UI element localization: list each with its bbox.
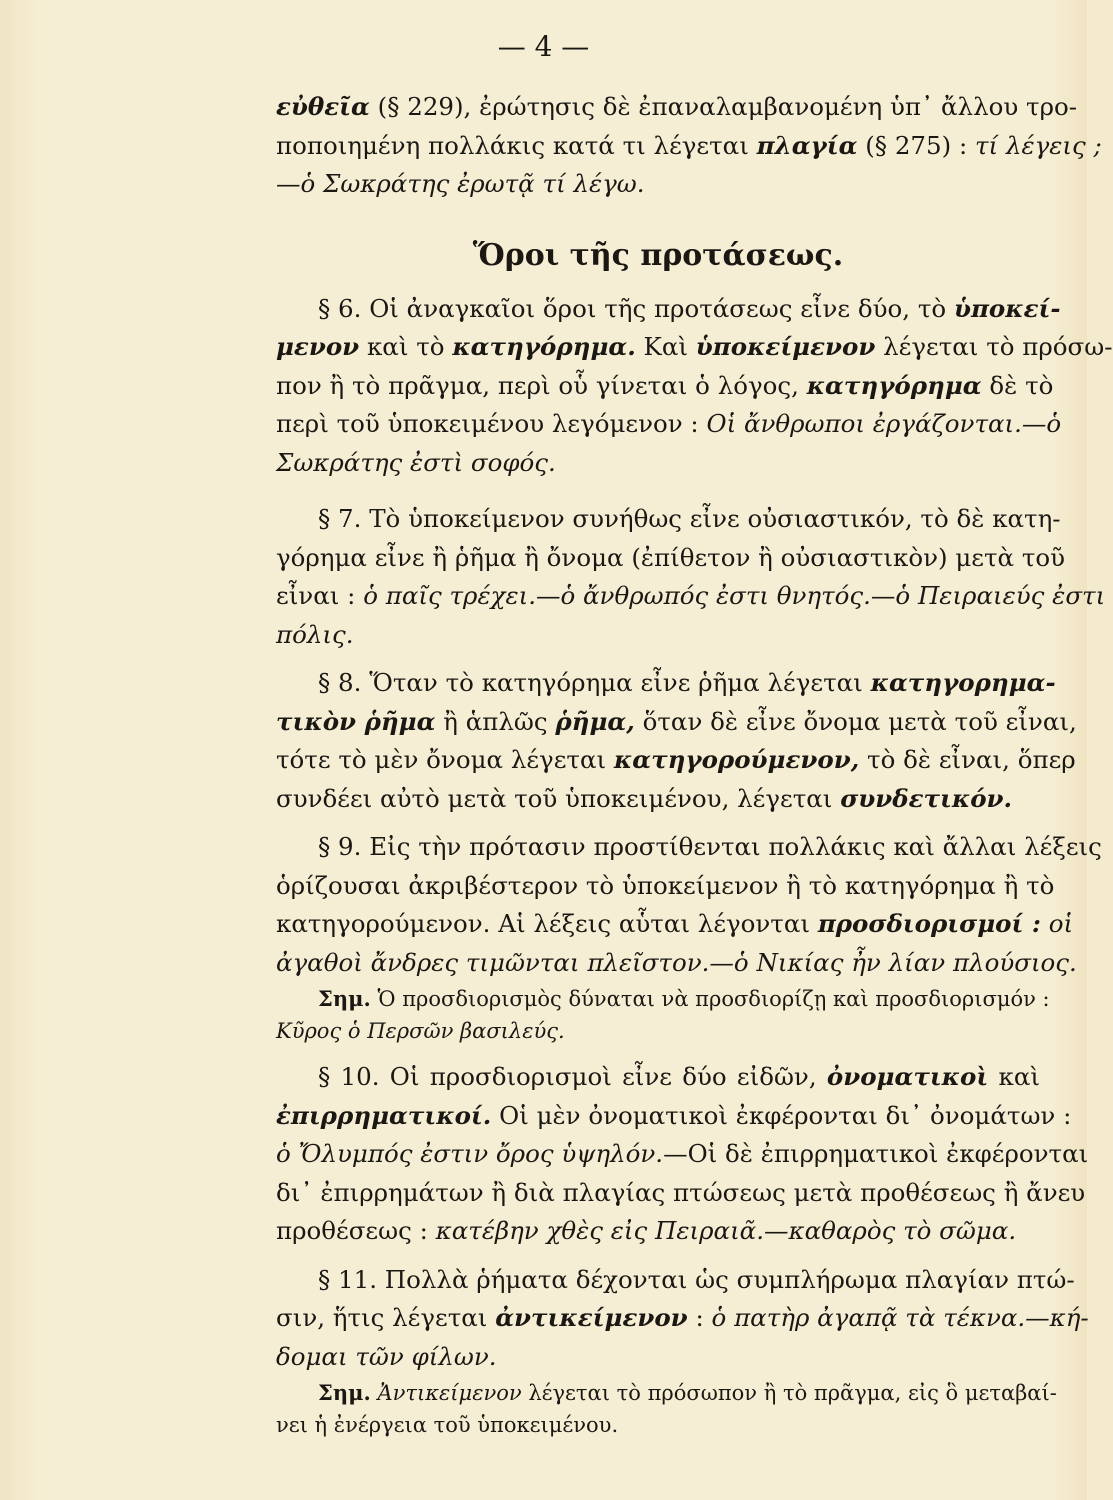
- term: τικὸν ῥῆμα: [276, 706, 436, 736]
- note-label: Σημ.: [318, 1380, 371, 1405]
- example: Οἱ ἄνθρωποι ἐργάζονται.—ὁ: [706, 409, 1062, 438]
- text-line: εὐθεῖα (§ 229), ἐρώτησις δὲ ἐπαναλαμβανομένη ὑπ᾿ ἄλλου τρο-: [276, 92, 1078, 121]
- term: μενον: [276, 332, 360, 361]
- text-line: κατηγορούμενον. Αἱ λέξεις αὗται λέγονται προσδιορισμοί : οἱ: [276, 909, 1074, 938]
- text-line: προθέσεως : κατέβην χθὲς εἰς Πειραιᾶ.—καθαρὸς τὸ σῶμα.: [276, 1216, 1017, 1245]
- paragraph-6: [276, 290, 1113, 483]
- note-1: [276, 982, 1050, 1048]
- term: εὐθεῖα: [276, 92, 370, 121]
- example: ἀγαθοὶ ἄνδρες τιμῶνται πλεῖστον.—ὁ Νικίας ἦν λίαν πλούσιος.: [276, 947, 1077, 977]
- term: συνδετικόν.: [840, 783, 1013, 813]
- text-line: πον ἢ τὸ πρᾶγμα, περὶ οὗ γίνεται ὁ λόγος, κατηγόρημα δὲ τὸ: [276, 370, 1054, 400]
- paragraph-7: [276, 500, 1106, 654]
- text-line: ὁρίζουσαι ἀκριβέστερον τὸ ὑποκείμενον ἢ τὸ κατηγόρημα ἢ τὸ: [276, 870, 1055, 900]
- text-line: [276, 1015, 1040, 1048]
- paragraph-10: [276, 1058, 1089, 1251]
- text-line: [276, 165, 1040, 204]
- text-line: Σημ. Ὁ προσδιορισμὸς δύναται νὰ προσδιορίζῃ καὶ προσδιορισμόν :: [318, 986, 1050, 1011]
- text-line: § 9. Εἰς τὴν πρότασιν προστίθενται πολλάκις καὶ ἄλλαι λέξεις: [318, 832, 1102, 861]
- example: τί λέγεις ;: [975, 130, 1102, 160]
- example: Κῦρος ὁ Περσῶν βασιλεύς.: [276, 1019, 565, 1043]
- text-line: δι᾿ ἐπιρρημάτων ἢ διὰ πλαγίας πτώσεως μετὰ προθέσεως ἢ ἄνευ: [276, 1177, 1086, 1207]
- text-line: μενον καὶ τὸ κατηγόρημα. Καὶ ὑποκείμενον λέγεται τὸ πρόσω-: [276, 332, 1113, 361]
- text-line: [276, 944, 1077, 983]
- text-line: § 10. Οἱ προσδιορισμοὶ εἶνε δύο εἰδῶν, ὀνοματικοὶ καὶ: [318, 1062, 1040, 1091]
- term: προσδιορισμοί :: [817, 909, 1041, 938]
- text-line: Σημ. Ἀντικείμενον λέγεται τὸ πρόσωπον ἢ τὸ πρᾶγμα, εἰς ὃ μεταβαί-: [318, 1380, 1057, 1405]
- text-line: § 8. Ὅταν τὸ κατηγόρημα εἶνε ῥῆμα λέγεται κατηγορημα-: [318, 668, 1056, 697]
- text-line: γόρημα εἶνε ἢ ῥῆμα ἢ ὄνομα (ἐπίθετον ἢ οὐσιαστικὸν) μετὰ τοῦ: [276, 542, 1066, 572]
- term: κατηγόρημα.: [452, 332, 636, 361]
- example: πόλις.: [276, 619, 354, 649]
- text-line: § 6. Οἱ ἀναγκαῖοι ὅροι τῆς προτάσεως εἶνε δύο, τὸ ὑποκεί-: [318, 293, 1061, 323]
- section-heading: Ὅροι τῆς προτάσεως.: [472, 237, 844, 273]
- note-2: [276, 1376, 1057, 1442]
- example: δομαι τῶν φίλων.: [276, 1341, 497, 1371]
- note-label: Σημ.: [318, 986, 371, 1011]
- term: κατηγορούμενον,: [613, 745, 860, 774]
- term: ὑποκεί-: [953, 293, 1061, 323]
- page-text: [276, 88, 1113, 1442]
- text-line: νει ἡ ἐνέργεια τοῦ ὑποκειμένου.: [276, 1413, 619, 1437]
- text-line: [276, 616, 1040, 655]
- term: κατηγόρημα: [806, 370, 982, 400]
- text-line: εἶναι : ὁ παῖς τρέχει.—ὁ ἄνθρωπός ἐστι θνητός.—ὁ Πειραιεύς ἐστι: [276, 581, 1106, 610]
- example: οἱ: [1040, 909, 1074, 938]
- text-line: § 11. Πολλὰ ῥήματα δέχονται ὡς συμπλήρωμα πλαγίαν πτώ-: [318, 1264, 1075, 1294]
- text-line: σιν, ἥτις λέγεται ἀντικείμενον : ὁ πατὴρ ἀγαπᾷ τὰ τέκνα.—κή-: [276, 1303, 1089, 1332]
- example: κατέβην χθὲς εἰς Πειραιᾶ.—καθαρὸς τὸ σῶμα.: [435, 1216, 1017, 1245]
- text-line: ἐπιρρηματικοί. Οἱ μὲν ὀνοματικοὶ ἐκφέρονται δι᾿ ὀνομάτων :: [276, 1100, 1072, 1130]
- term: ῥῆμα,: [555, 706, 635, 736]
- text-line: περὶ τοῦ ὑποκειμένου λεγόμενον : Οἱ ἄνθρωποι ἐργάζονται.—ὁ: [276, 409, 1062, 438]
- text-line: [276, 1338, 1040, 1377]
- page-number: — 4 —: [497, 30, 590, 63]
- term: ἀντικείμενον: [495, 1303, 688, 1332]
- text-line: [276, 444, 1040, 483]
- example: ὁ Ὄλυμπός ἐστιν ὄρος ὑψηλόν.: [276, 1139, 664, 1168]
- term: ἐπιρρηματικοί.: [276, 1100, 492, 1130]
- term: πλαγία: [756, 130, 858, 160]
- text-line: τότε τὸ μὲν ὄνομα λέγεται κατηγορούμενον, τὸ δὲ εἶναι, ὅπερ: [276, 745, 1076, 774]
- paragraph-11: [276, 1261, 1089, 1377]
- text-line: § 7. Τὸ ὑποκείμενον συνήθως εἶνε οὐσιαστικόν, τὸ δὲ κατη-: [318, 504, 1061, 533]
- term: ὑποκείμενον: [695, 332, 876, 361]
- intro-paragraph: [276, 88, 1102, 204]
- text-line: τικὸν ῥῆμα ἢ ἁπλῶς ῥῆμα, ὅταν δὲ εἶνε ὄνομα μετὰ τοῦ εἶναι,: [276, 706, 1077, 736]
- example: Ἀντικείμενον: [370, 1381, 522, 1405]
- example: ὁ παῖς τρέχει.—ὁ ἄνθρωπός ἐστι θνητός.—ὁ Πειραιεύς ἐστι: [363, 581, 1106, 610]
- text-line: ὁ Ὄλυμπός ἐστιν ὄρος ὑψηλόν.—Οἱ δὲ ἐπιρρηματικοὶ ἐκφέρονται: [276, 1139, 1089, 1168]
- term: ὀνοματικοὶ: [826, 1062, 989, 1091]
- paragraph-8: [276, 664, 1077, 818]
- example: ὁ πατὴρ ἀγαπᾷ τὰ τέκνα.—κή-: [711, 1303, 1089, 1332]
- example: Σωκράτης ἐστὶ σοφός.: [276, 447, 556, 477]
- paragraph-9: [276, 828, 1102, 982]
- example: —ὁ Σωκράτης ἐρωτᾷ τί λέγω.: [276, 169, 645, 198]
- term: κατηγορημα-: [870, 668, 1056, 697]
- text-line: συνδέει αὐτὸ μετὰ τοῦ ὑποκειμένου, λέγεται συνδετικόν.: [276, 783, 1013, 813]
- text-line: ποποιημένη πολλάκις κατά τι λέγεται πλαγία (§ 275) : τί λέγεις ;: [276, 130, 1102, 160]
